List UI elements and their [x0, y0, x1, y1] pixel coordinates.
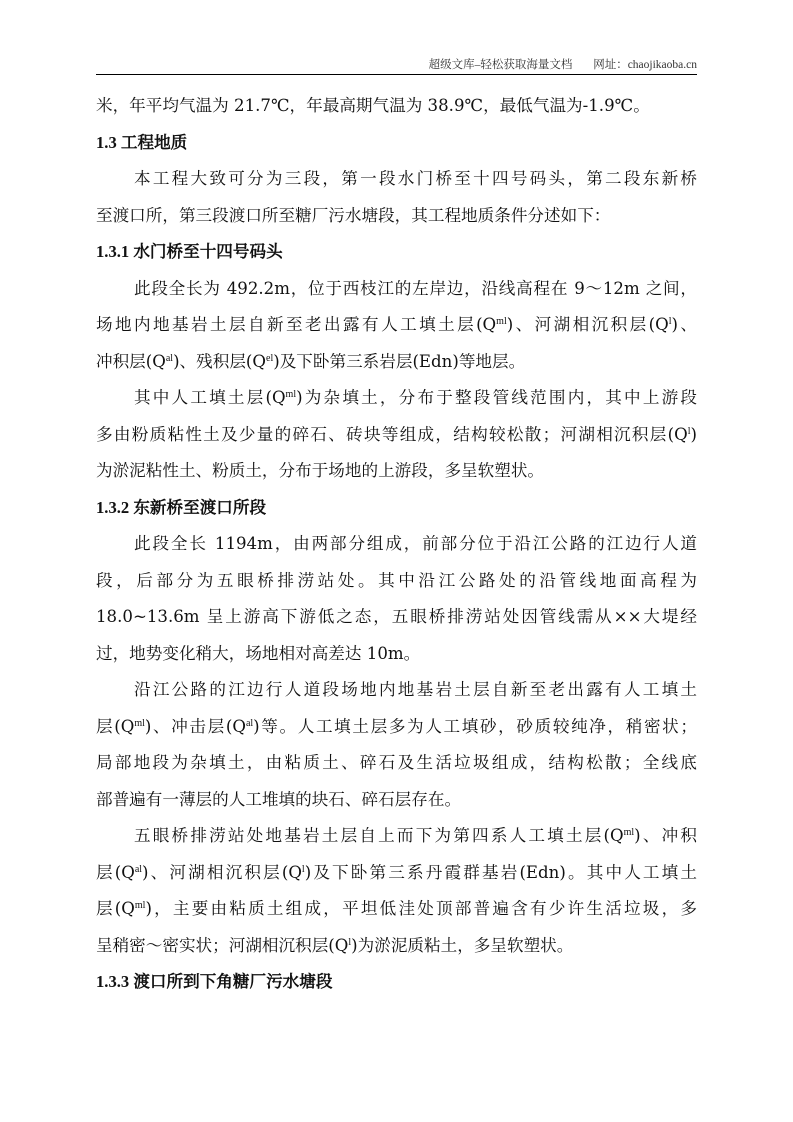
superscript: l	[668, 316, 672, 327]
text-segment: )、河湖相沉积层(Q	[142, 862, 302, 882]
superscript: ml	[496, 316, 507, 327]
text-segment: )为杂填土，分布于整段管线范围内，其中上游段	[296, 388, 697, 407]
superscript: l	[687, 425, 691, 437]
text-segment: 呈稍密～密实状；河湖相沉积层(Q	[96, 935, 349, 955]
text-segment: 段，后部分为五眼桥排涝站处。其中沿江公路处的沿管线地面高程为	[96, 570, 697, 590]
text-segment: 为淤泥粘性土、粉质土，分布于场地的上游段，多呈软塑状。	[96, 461, 545, 480]
header-url: 网址：chaojikaoba.cn	[593, 59, 697, 71]
text-line	[96, 891, 697, 928]
text-line	[96, 636, 697, 673]
text-segment: )、残积层(Q	[173, 351, 267, 371]
superscript: ml	[623, 827, 635, 838]
text-segment: 部普遍有一薄层的人工堆填的块石、碎石层存在。	[96, 789, 462, 809]
text-line	[96, 344, 697, 381]
text-segment: )及下卧第三系岩层(Edn)等地层。	[273, 351, 526, 371]
text-line	[96, 453, 697, 490]
text-line	[96, 563, 697, 600]
text-segment: 此段全长 1194m，由两部分组成，前部分位于沿江公路的江边行人道	[134, 534, 697, 553]
text-segment: 过，地势变化稍大，场地相对高差达 10m。	[96, 643, 421, 663]
text-segment: 场地内地基岩土层自新至老出露有人工填土层(Q	[96, 315, 497, 334]
superscript: l	[301, 863, 305, 875]
header-site-name: 超级文库–轻松获取海量文档	[428, 59, 573, 71]
text-line	[96, 161, 697, 198]
text-segment: 1.3.3 渡口所到下角糖厂污水塘段	[96, 972, 333, 991]
superscript: al	[134, 863, 143, 875]
superscript: al	[165, 352, 174, 364]
text-line	[96, 818, 697, 855]
section-heading	[96, 490, 697, 527]
text-line	[96, 307, 697, 344]
section-heading	[96, 234, 697, 271]
section-heading	[96, 964, 697, 1001]
superscript: el	[266, 352, 274, 364]
superscript: ml	[134, 717, 145, 729]
text-segment: 局部地段为杂填土，由粘质土、碎石及生活垃圾组成，结构松散；全线底	[96, 753, 697, 772]
text-segment: )及下卧第三系丹霞群基岩(Edn)。其中人工填土	[304, 862, 698, 882]
text-segment: )，主要由粘质土组成，平坦低洼处顶部普遍含有少许生活垃圾，多	[145, 899, 697, 918]
text-segment: 五眼桥排涝站处地基岩土层自上而下为第四系人工填土层(Q	[134, 826, 624, 845]
text-segment: 1.3 工程地质	[96, 132, 188, 152]
text-line	[96, 526, 697, 563]
text-segment: 其中人工填土层(Q	[134, 388, 286, 407]
superscript: ml	[134, 900, 146, 911]
text-line	[96, 271, 697, 308]
text-line	[96, 672, 697, 709]
text-segment: 米，年平均气温为 21.7℃，年最高期气温为 38.9℃，最低气温为-1.9℃。	[96, 96, 650, 115]
text-line	[96, 198, 697, 235]
text-line	[96, 745, 697, 782]
text-line	[96, 380, 697, 417]
section-heading	[96, 125, 697, 162]
text-segment: 层(Q	[96, 899, 135, 918]
superscript: l	[348, 936, 352, 948]
superscript: ml	[285, 389, 297, 400]
text-segment: 本工程大致可分为三段，第一段水门桥至十四号码头，第二段东新桥	[134, 169, 697, 188]
text-segment: )、	[671, 315, 697, 334]
page-header	[96, 56, 697, 75]
text-segment: 至渡口所，第三段渡口所至糖厂污水塘段，其工程地质条件分述如下：	[96, 205, 611, 225]
text-segment: 沿江公路的江边行人道段场地内地基岩土层自新至老出露有人工填土	[134, 680, 697, 699]
text-line	[96, 88, 697, 125]
text-line	[96, 928, 697, 965]
text-line	[96, 855, 697, 892]
text-line	[96, 417, 697, 454]
text-segment: 1.3.1 水门桥至十四号码头	[96, 242, 283, 261]
text-line	[96, 782, 697, 819]
superscript: al	[245, 717, 254, 729]
text-segment: 多由粉质粘性土及少量的碎石、砖块等组成，结构较松散；河湖相沉积层(Q	[96, 424, 688, 444]
text-segment: 此段全长为 492.2m，位于西枝江的左岸边，沿线高程在 9～12m 之间，	[134, 278, 697, 298]
text-segment: )、河湖相沉积层(Q	[506, 315, 669, 334]
text-segment: )、冲击层(Q	[144, 716, 246, 736]
text-line	[96, 599, 697, 636]
text-segment: 18.0~13.6m 呈上游高下游低之态，五眼桥排涝站处因管线需从××大堤经	[96, 607, 697, 626]
text-segment: )、冲积	[634, 826, 697, 845]
text-segment: 层(Q	[96, 862, 135, 882]
text-segment: 层(Q	[96, 716, 135, 736]
text-segment: )等。人工填土层多为人工填砂，砂质较纯净，稍密状；	[253, 716, 697, 736]
text-segment: 冲积层(Q	[96, 351, 166, 371]
text-segment: )为淤泥质粘土，多呈软塑状。	[351, 935, 574, 955]
text-segment: )	[690, 424, 697, 444]
text-segment: 1.3.2 东新桥至渡口所段	[96, 497, 267, 517]
document-body	[96, 88, 697, 1001]
text-line	[96, 709, 697, 746]
